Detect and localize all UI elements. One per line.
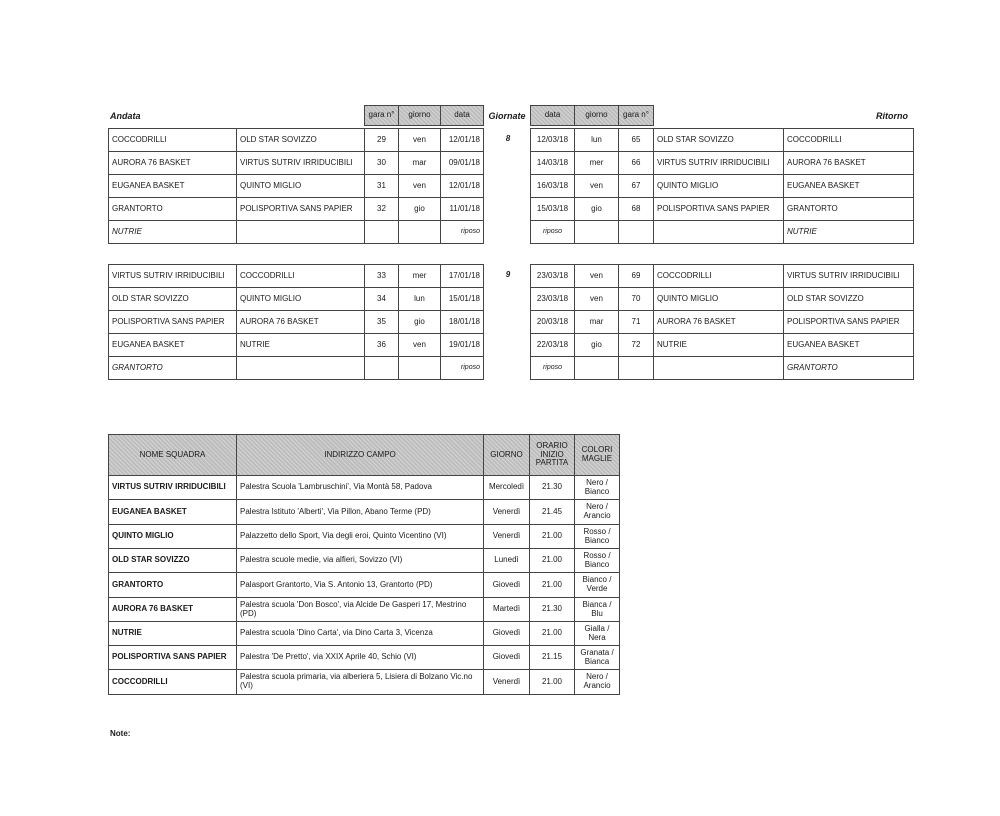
team-indirizzo-cell: Palestra Istituto 'Alberti', Via Pillon, Abano Terme (PD) — [236, 499, 484, 525]
andata-giorno-cell — [398, 220, 441, 244]
ritorno-gara-cell — [618, 356, 654, 380]
andata-home-cell: GRANTORTO — [108, 197, 237, 221]
team-colori-cell: Nero / Arancio — [574, 499, 620, 525]
team-nome-cell: VIRTUS SUTRIV IRRIDUCIBILI — [108, 475, 237, 500]
teams-header-colori: COLORI MAGLIE — [574, 434, 620, 476]
ritorno-gara-cell: 67 — [618, 174, 654, 198]
ritorno-data-cell: 15/03/18 — [530, 197, 575, 221]
andata-gara-cell — [364, 220, 399, 244]
ritorno-home-cell: POLISPORTIVA SANS PAPIER — [653, 197, 784, 221]
andata-away-cell: AURORA 76 BASKET — [236, 310, 365, 334]
andata-giorno-cell: ven — [398, 128, 441, 152]
andata-away-cell: OLD STAR SOVIZZO — [236, 128, 365, 152]
ritorno-giorno-cell — [574, 356, 619, 380]
giornata-number: 9 — [505, 270, 511, 279]
ritorno-away-cell: GRANTORTO — [783, 197, 914, 221]
teams-header-nome: NOME SQUADRA — [108, 434, 237, 476]
team-colori-cell: Nero / Bianco — [574, 475, 620, 500]
team-nome-cell: AURORA 76 BASKET — [108, 597, 237, 622]
team-orario-cell: 21.30 — [529, 597, 575, 622]
andata-away-cell: COCCODRILLI — [236, 264, 365, 288]
ritorno-giorno-cell: mar — [574, 310, 619, 334]
ritorno-data-cell: 22/03/18 — [530, 333, 575, 357]
andata-header-data: data — [440, 105, 484, 126]
teams-header-orario: ORARIO INIZIO PARTITA — [529, 434, 575, 476]
ritorno-header-giorno: giorno — [574, 105, 619, 126]
team-giorno-cell: Martedì — [483, 597, 530, 622]
andata-giorno-cell: mar — [398, 151, 441, 175]
team-giorno-cell: Venerdì — [483, 524, 530, 549]
andata-giorno-cell: gio — [398, 197, 441, 221]
team-giorno-cell: Lunedì — [483, 548, 530, 573]
andata-gara-cell: 36 — [364, 333, 399, 357]
andata-away-cell: QUINTO MIGLIO — [236, 174, 365, 198]
andata-home-cell: GRANTORTO — [108, 356, 237, 380]
andata-gara-cell: 31 — [364, 174, 399, 198]
team-colori-cell: Nero / Arancio — [574, 669, 620, 695]
team-giorno-cell: Giovedì — [483, 621, 530, 646]
andata-home-cell: EUGANEA BASKET — [108, 174, 237, 198]
andata-data-cell: 11/01/18 — [440, 197, 484, 221]
team-orario-cell: 21.00 — [529, 548, 575, 573]
ritorno-giorno-cell: ven — [574, 264, 619, 288]
ritorno-giorno-cell: ven — [574, 174, 619, 198]
note-label: Note: — [110, 729, 131, 738]
andata-away-cell — [236, 220, 365, 244]
ritorno-data-cell: 14/03/18 — [530, 151, 575, 175]
andata-data-cell: 09/01/18 — [440, 151, 484, 175]
andata-giorno-cell: gio — [398, 310, 441, 334]
andata-home-cell: POLISPORTIVA SANS PAPIER — [108, 310, 237, 334]
ritorno-away-cell: GRANTORTO — [783, 356, 914, 380]
ritorno-data-cell: 23/03/18 — [530, 287, 575, 311]
ritorno-away-cell: NUTRIE — [783, 220, 914, 244]
team-nome-cell: QUINTO MIGLIO — [108, 524, 237, 549]
andata-gara-cell: 29 — [364, 128, 399, 152]
ritorno-home-cell: VIRTUS SUTRIV IRRIDUCIBILI — [653, 151, 784, 175]
ritorno-gara-cell: 68 — [618, 197, 654, 221]
andata-data-cell: 19/01/18 — [440, 333, 484, 357]
team-colori-cell: Gialla / Nera — [574, 621, 620, 646]
andata-home-cell: EUGANEA BASKET — [108, 333, 237, 357]
team-orario-cell: 21.00 — [529, 621, 575, 646]
team-orario-cell: 21.15 — [529, 645, 575, 670]
andata-gara-cell: 30 — [364, 151, 399, 175]
andata-data-cell: 12/01/18 — [440, 174, 484, 198]
andata-gara-cell: 35 — [364, 310, 399, 334]
andata-header-giorno: giorno — [398, 105, 441, 126]
ritorno-home-cell: QUINTO MIGLIO — [653, 287, 784, 311]
andata-giorno-cell — [398, 356, 441, 380]
ritorno-giorno-cell: lun — [574, 128, 619, 152]
andata-home-cell: OLD STAR SOVIZZO — [108, 287, 237, 311]
ritorno-giorno-cell: gio — [574, 333, 619, 357]
andata-data-cell: 15/01/18 — [440, 287, 484, 311]
andata-home-cell: AURORA 76 BASKET — [108, 151, 237, 175]
andata-home-cell: VIRTUS SUTRIV IRRIDUCIBILI — [108, 264, 237, 288]
andata-data-cell: 18/01/18 — [440, 310, 484, 334]
team-giorno-cell: Mercoledì — [483, 475, 530, 500]
ritorno-home-cell: QUINTO MIGLIO — [653, 174, 784, 198]
teams-header-giorno: GIORNO — [483, 434, 530, 476]
team-orario-cell: 21.45 — [529, 499, 575, 525]
ritorno-home-cell: OLD STAR SOVIZZO — [653, 128, 784, 152]
andata-giorno-cell: lun — [398, 287, 441, 311]
ritorno-data-cell: 12/03/18 — [530, 128, 575, 152]
team-indirizzo-cell: Palestra Scuola 'Lambruschini', Via Montà 58, Padova — [236, 475, 484, 500]
ritorno-header-gara: gara n° — [618, 105, 654, 126]
andata-label: Andata — [110, 111, 141, 121]
ritorno-home-cell: AURORA 76 BASKET — [653, 310, 784, 334]
andata-away-cell: NUTRIE — [236, 333, 365, 357]
team-indirizzo-cell: Palestra scuola 'Don Bosco', via Alcide De Gasperi 17, Mestrino (PD) — [236, 597, 484, 622]
ritorno-gara-cell: 66 — [618, 151, 654, 175]
andata-gara-cell: 33 — [364, 264, 399, 288]
ritorno-header-data: data — [530, 105, 575, 126]
ritorno-label: Ritorno — [876, 111, 908, 121]
ritorno-data-cell: 23/03/18 — [530, 264, 575, 288]
andata-data-cell: 17/01/18 — [440, 264, 484, 288]
team-orario-cell: 21.00 — [529, 524, 575, 549]
ritorno-gara-cell — [618, 220, 654, 244]
team-nome-cell: EUGANEA BASKET — [108, 499, 237, 525]
ritorno-gara-cell: 69 — [618, 264, 654, 288]
team-giorno-cell: Giovedì — [483, 645, 530, 670]
ritorno-gara-cell: 65 — [618, 128, 654, 152]
ritorno-away-cell: OLD STAR SOVIZZO — [783, 287, 914, 311]
ritorno-data-cell: riposo — [530, 220, 575, 244]
ritorno-home-cell: COCCODRILLI — [653, 264, 784, 288]
team-colori-cell: Bianca / Blu — [574, 597, 620, 622]
ritorno-home-cell: NUTRIE — [653, 333, 784, 357]
ritorno-away-cell: POLISPORTIVA SANS PAPIER — [783, 310, 914, 334]
andata-gara-cell: 34 — [364, 287, 399, 311]
ritorno-gara-cell: 70 — [618, 287, 654, 311]
andata-giorno-cell: ven — [398, 333, 441, 357]
andata-gara-cell: 32 — [364, 197, 399, 221]
team-orario-cell: 21.00 — [529, 572, 575, 598]
ritorno-data-cell: 16/03/18 — [530, 174, 575, 198]
andata-data-cell: riposo — [440, 220, 484, 244]
team-indirizzo-cell: Palestra 'De Pretto', via XXIX Aprile 40, Schio (VI) — [236, 645, 484, 670]
team-giorno-cell: Venerdì — [483, 499, 530, 525]
giornate-label: Giornate — [488, 111, 526, 121]
ritorno-gara-cell: 72 — [618, 333, 654, 357]
ritorno-away-cell: VIRTUS SUTRIV IRRIDUCIBILI — [783, 264, 914, 288]
team-nome-cell: OLD STAR SOVIZZO — [108, 548, 237, 573]
giornata-number: 8 — [505, 134, 511, 143]
team-indirizzo-cell: Palestra scuola 'Dino Carta', via Dino Carta 3, Vicenza — [236, 621, 484, 646]
andata-away-cell: VIRTUS SUTRIV IRRIDUCIBILI — [236, 151, 365, 175]
team-colori-cell: Bianco / Verde — [574, 572, 620, 598]
ritorno-gara-cell: 71 — [618, 310, 654, 334]
ritorno-away-cell: EUGANEA BASKET — [783, 174, 914, 198]
andata-giorno-cell: ven — [398, 174, 441, 198]
andata-home-cell: NUTRIE — [108, 220, 237, 244]
ritorno-away-cell: COCCODRILLI — [783, 128, 914, 152]
team-giorno-cell: Giovedì — [483, 572, 530, 598]
team-colori-cell: Rosso / Bianco — [574, 548, 620, 573]
ritorno-home-cell — [653, 356, 784, 380]
teams-header-indirizzo: INDIRIZZO CAMPO — [236, 434, 484, 476]
ritorno-away-cell: AURORA 76 BASKET — [783, 151, 914, 175]
team-indirizzo-cell: Palestra scuole medie, via alfieri, Sovizzo (VI) — [236, 548, 484, 573]
andata-data-cell: 12/01/18 — [440, 128, 484, 152]
team-orario-cell: 21.30 — [529, 475, 575, 500]
ritorno-home-cell — [653, 220, 784, 244]
andata-away-cell — [236, 356, 365, 380]
andata-giorno-cell: mer — [398, 264, 441, 288]
team-colori-cell: Granata / Bianca — [574, 645, 620, 670]
andata-header-gara: gara n° — [364, 105, 399, 126]
ritorno-data-cell: 20/03/18 — [530, 310, 575, 334]
ritorno-data-cell: riposo — [530, 356, 575, 380]
team-indirizzo-cell: Palasport Grantorto, Via S. Antonio 13, Grantorto (PD) — [236, 572, 484, 598]
andata-data-cell: riposo — [440, 356, 484, 380]
team-orario-cell: 21.00 — [529, 669, 575, 695]
team-nome-cell: POLISPORTIVA SANS PAPIER — [108, 645, 237, 670]
andata-away-cell: POLISPORTIVA SANS PAPIER — [236, 197, 365, 221]
ritorno-giorno-cell: gio — [574, 197, 619, 221]
andata-gara-cell — [364, 356, 399, 380]
team-nome-cell: GRANTORTO — [108, 572, 237, 598]
ritorno-giorno-cell — [574, 220, 619, 244]
team-indirizzo-cell: Palestra scuola primaria, via alberiera 5, Lisiera di Bolzano Vic.no (VI) — [236, 669, 484, 695]
andata-away-cell: QUINTO MIGLIO — [236, 287, 365, 311]
team-nome-cell: NUTRIE — [108, 621, 237, 646]
team-colori-cell: Rosso / Bianco — [574, 524, 620, 549]
team-giorno-cell: Venerdì — [483, 669, 530, 695]
andata-home-cell: COCCODRILLI — [108, 128, 237, 152]
ritorno-giorno-cell: ven — [574, 287, 619, 311]
team-indirizzo-cell: Palazzetto dello Sport, Via degli eroi, Quinto Vicentino (VI) — [236, 524, 484, 549]
ritorno-away-cell: EUGANEA BASKET — [783, 333, 914, 357]
team-nome-cell: COCCODRILLI — [108, 669, 237, 695]
ritorno-giorno-cell: mer — [574, 151, 619, 175]
